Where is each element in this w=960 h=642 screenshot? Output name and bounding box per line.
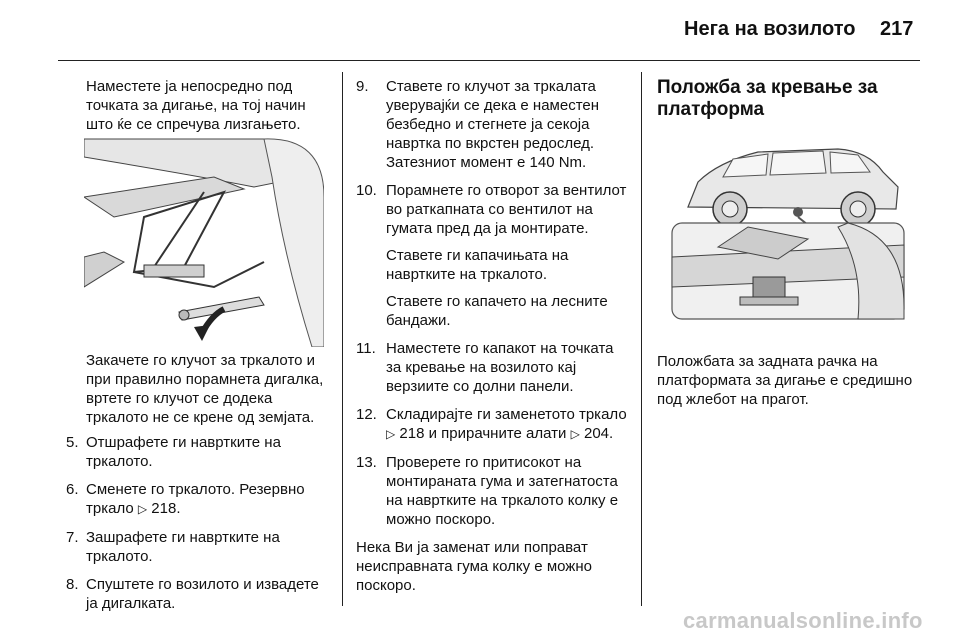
header-rule [58,60,920,61]
lift-caption: Положбата за задната рачка на платформата за дигање е средишно под жлебот на прагот. [657,353,913,408]
step-6: 6. Сменете го тркалото. Резервно тркало ▷ 218. [66,481,305,517]
jack-illustration [84,137,324,347]
page-number: 217 [880,18,914,40]
lift-point-illustration [658,127,918,327]
column-2 [356,77,632,595]
triangle-ref-icon: ▷ [137,502,148,516]
jack-caption: Закачете го клучот за тркалото и при правилно порамнета дигалка, вртете го клучот се додека тркалото не се крене од земјата. [86,352,324,426]
step-12: 12. Складирајте ги заменетото тркало ▷ 218 и прирачните алати ▷ 204. [356,406,627,442]
section-heading: Положба за кревање за платформа [657,77,878,120]
step-10: 10. Порамнете го отворот за вентилот во раткапната со вентилот на гумата пред да ја монтирате. Ставете ги капачињата на навртките на тркалото. Ставете го капачето на лесните бандажи. [356,182,627,329]
watermark: carmanualsonline.info [683,608,923,633]
step-7: 7. Зашрафете ги навртките на тркалото. [66,529,280,565]
step-9: 9. Ставете го клучот за тркалата уверувајќи се дека е наместен безбедно и стегнете ја секоја навртка по вкрстен редослед. Затезниот момент е 140 Nm. [356,78,600,171]
step-8: 8. Спуштете го возилото и извадете ја дигалката. [66,576,319,612]
column-1 [86,77,326,142]
step-11: 11. Наместете го капакот на точката за кревање на возилото кај верзиите со долни панели. [356,340,614,395]
intro-text: Наместете ја непосредно под точката за дигање, на тој начин што ќе се спречува лизгањето. [86,78,306,133]
header-title: Нега на возилото [684,18,856,40]
column-divider-1 [342,72,343,606]
closing-text: Нека Ви ја заменат или поправат неисправната гума колку е можно поскоро. [356,539,592,594]
step-5: 5. Отшрафете ги навртките на тркалото. [66,434,281,470]
column-1-lower [66,351,326,622]
column-3-lower [657,352,919,409]
step-13: 13. Проверете го притисокот на монтираната гума и затегнатоста на навртките на тркалото колку е можно поскоро. [356,454,619,528]
column-divider-2 [641,72,642,606]
triangle-ref-icon: ▷ [570,427,580,441]
triangle-ref-icon: ▷ [386,427,396,441]
